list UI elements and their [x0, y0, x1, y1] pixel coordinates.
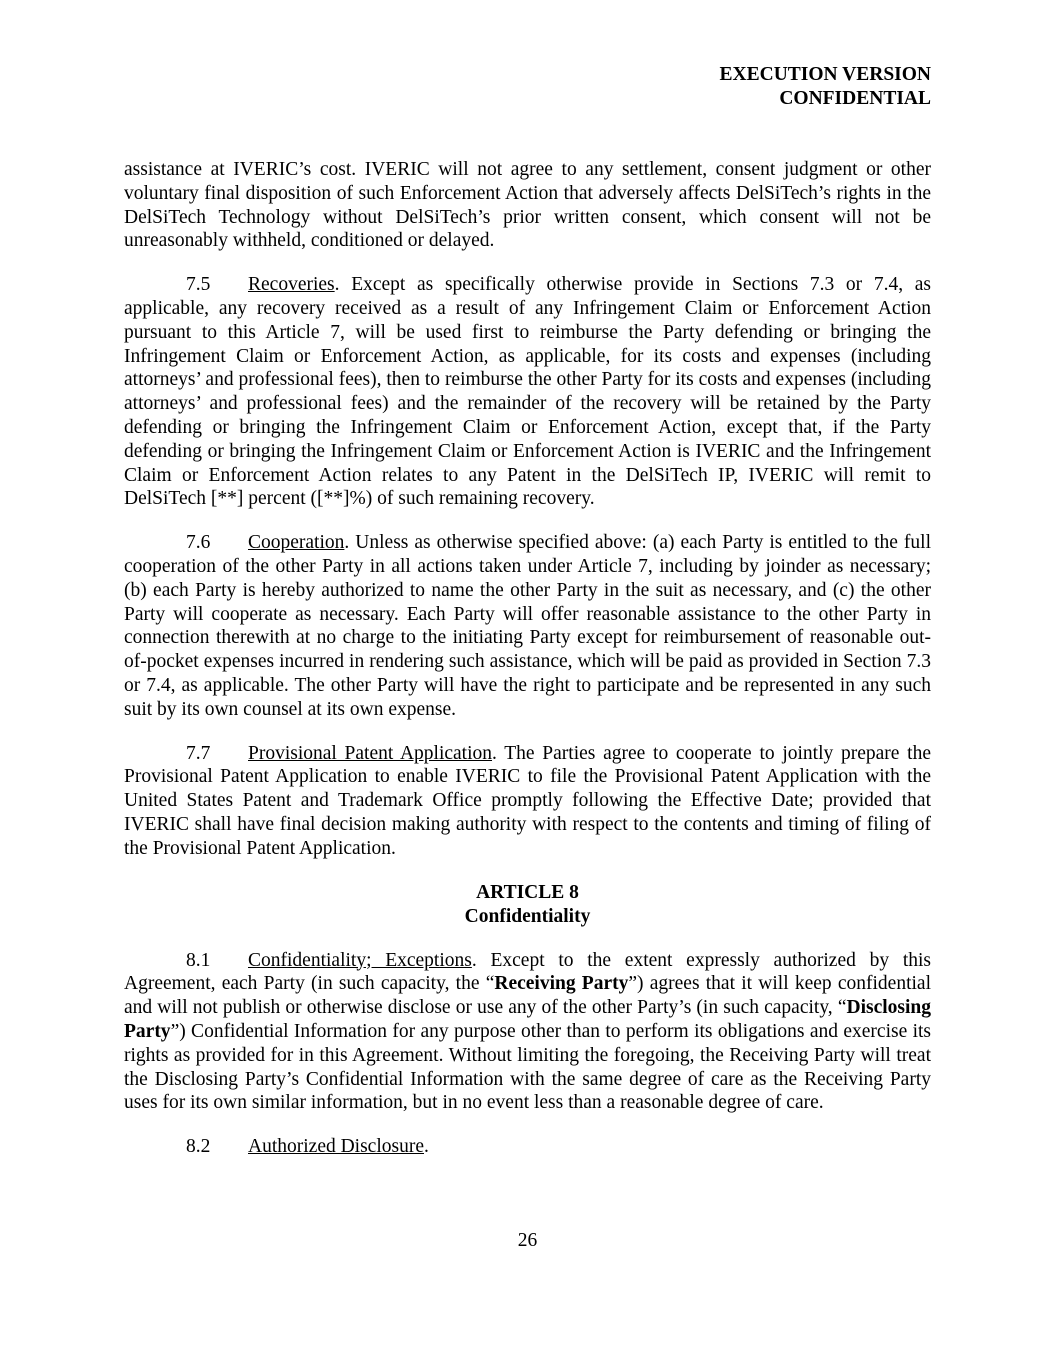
section-text: .	[424, 1136, 429, 1158]
defined-term-receiving-party: Receiving Party	[494, 973, 629, 995]
confidential-label: CONFIDENTIAL	[779, 88, 931, 109]
section-text-a: . Except to the extent expressly authorized by this Agreement, each Party (in such capacity, the “	[124, 949, 931, 995]
section-heading: Recoveries	[248, 274, 335, 296]
defined-term-disclosing-party: Disclosing Party	[124, 997, 931, 1042]
section-number: 8.2	[186, 1136, 211, 1158]
page-number: 26	[517, 1230, 538, 1251]
section-text: . Except as specifically otherwise provide in Sections 7.3 or 7.4, as applicable, any recovery received as a result of any Infringement Claim or Enforcement Action pursuant to this Article 7, will be used first to reimburse the Party defending or bringing the Infringement Claim or Enforcement Action, as applicable, for its costs and expenses (including attorneys’ and professional fees), then to reimburse the other Party for its costs and expenses (including attorneys’ and professional fees) and the remainder of the recovery will be retained by the Party defending or bringing the Infringement Claim or Enforcement Action, except that, if the Party defending or bringing the Infringement Claim or Enforcement Action is IVERIC and the Infringement Claim or Enforcement Action relates to any Patent in the DelSiTech IP, IVERIC will remit to DelSiTech [**] percent ([**]%) of such remaining recovery.	[124, 274, 931, 510]
paragraph-continuation: assistance at IVERIC’s cost. IVERIC will not agree to any settlement, consent judgment or other voluntary final disposition of such Enforcement Action that adversely affects DelSiTech’s rights in the DelSiTech Technology without DelSiTech’s prior written consent, which consent will not be unreasonably withheld, conditioned or delayed.	[124, 159, 931, 252]
section-number: 7.7	[186, 742, 211, 764]
article-subtitle: Confidentiality	[464, 905, 591, 927]
execution-version-label: EXECUTION VERSION	[719, 64, 931, 85]
section-heading: Cooperation	[248, 532, 345, 554]
section-number: 7.5	[186, 274, 211, 296]
article-title: ARTICLE 8	[476, 881, 579, 903]
section-heading: Authorized Disclosure	[248, 1136, 424, 1158]
article-8-heading	[124, 881, 931, 929]
document-header	[720, 63, 931, 111]
section-7-7	[124, 742, 931, 861]
section-text-c: ”) Confidential Information for any purpose other than to perform its obligations and exercise its rights as provided for in this Agreement. Without limiting the foregoing, the Receiving Party will treat the Disclosing Party’s Confidential Information with the same degree of care as the Receiving Party uses for its own similar information, but in no event less than a reasonable degree of care.	[124, 1020, 931, 1114]
section-text: . The Parties agree to cooperate to jointly prepare the Provisional Patent Application to enable IVERIC to file the Provisional Patent Application with the United States Patent and Trademark Office promptly following the Effective Date; provided that IVERIC shall have final decision making authority with respect to the contents and timing of filing of the Provisional Patent Application.	[124, 742, 931, 859]
section-text-b: ”) agrees that it will keep confidential and will not publish or otherwise disclose or use any of the other Party’s (in such capacity, “	[124, 973, 931, 1019]
section-8-1	[124, 949, 931, 1116]
section-8-2	[124, 1135, 931, 1159]
section-7-5	[124, 273, 931, 511]
section-heading: Provisional Patent Application	[248, 742, 493, 764]
section-number: 8.1	[186, 949, 211, 971]
section-text: . Unless as otherwise specified above: (a) each Party is entitled to the full cooperation of the other Party in all actions taken under Article 7, including by joinder as necessary; (b) each Party is hereby authorized to name the other Party in the suit as necessary, and (c) the other Party will cooperate as necessary. Each Party will offer reasonable assistance to the other Party in connection therewith at no charge to the initiating Party except for reimbursement of reasonable out-of-pocket expenses incurred in rendering such assistance, which will be paid as provided in Section 7.3 or 7.4, as applicable. The other Party will have the right to participate and be represented in any such suit by its own counsel at its own expense.	[124, 532, 931, 720]
section-heading: Confidentiality; Exceptions	[248, 949, 472, 971]
section-number: 7.6	[186, 532, 211, 554]
section-7-6	[124, 531, 931, 721]
document-body	[124, 158, 931, 1179]
